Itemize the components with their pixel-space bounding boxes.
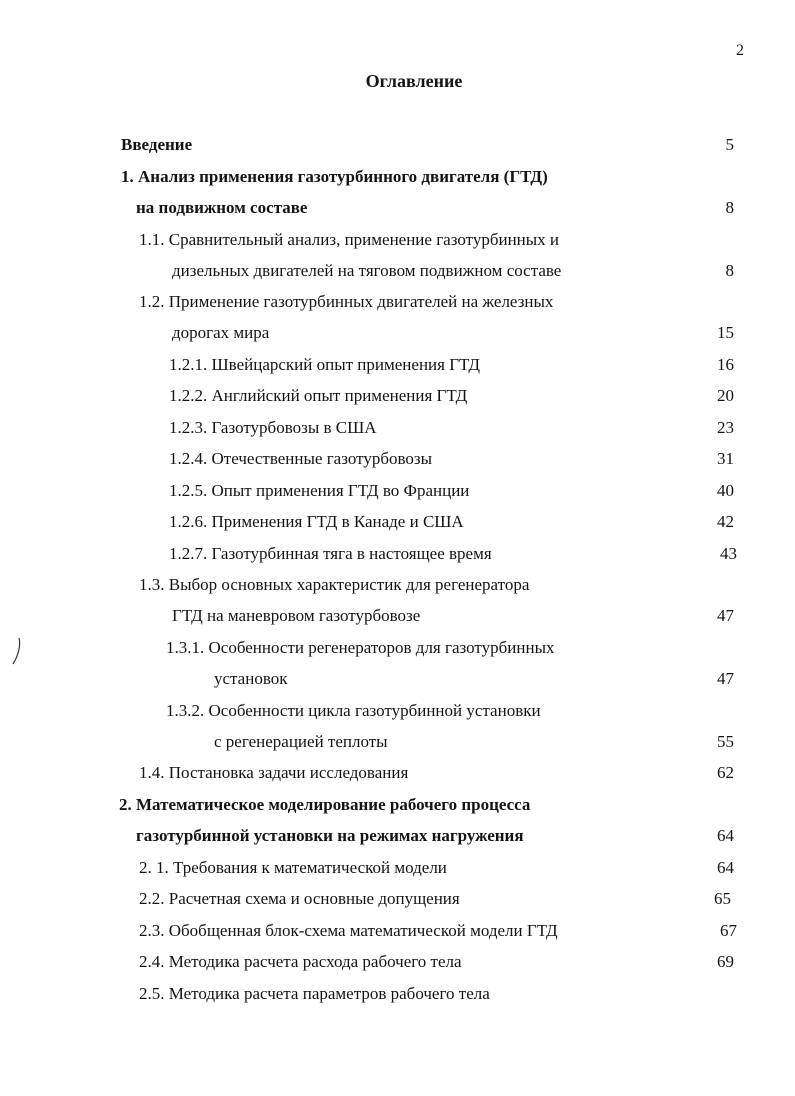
toc-entry-text: на подвижном составе [136,198,308,217]
toc-entry-text: 1.4. Постановка задачи исследования [139,763,409,782]
toc-entry-page: 43 [720,544,737,563]
toc-entry-page: 64 [717,826,734,845]
toc-entry-text: 2.3. Обобщенная блок-схема математической модели ГТД [139,921,558,940]
toc-entry-text: 1.2.3. Газотурбовозы в США [169,418,377,437]
toc-entry-page: 31 [717,449,734,468]
toc-entry-text: 2. 1. Требования к математической модели [139,858,447,877]
toc-entry-page: 42 [717,512,734,531]
toc-entry-text: 1.2.4. Отечественные газотурбовозы [169,449,433,468]
toc-entry-text: газотурбинной установки на режимах нагружения [136,826,524,845]
page-number: 2 [736,42,744,59]
toc-entry-page: 8 [725,261,734,280]
toc-entry-page: 16 [717,355,734,374]
toc-entry-text: дорогах мира [172,323,270,342]
toc-entry-page: 69 [717,952,734,971]
toc-entry-text: 2. Математическое моделирование рабочего процесса [119,795,531,814]
toc-entry-page: 62 [717,763,734,782]
toc-entry-page: 20 [717,386,734,405]
toc-entry-page: 5 [725,135,734,154]
toc-entry-text: 1.3.1. Особенности регенераторов для газотурбинных [166,638,555,657]
toc-entry-text: 1.2.2. Английский опыт применения ГТД [169,386,468,405]
toc-entry-text: 2.5. Методика расчета параметров рабочего тела [139,984,490,1003]
toc-entry-text: 1.2. Применение газотурбинных двигателей на железных [139,292,554,311]
toc-entry-text: 1.1. Сравнительный анализ, применение газотурбинных и [139,230,560,249]
toc-entry-text: 2.4. Методика расчета расхода рабочего тела [139,952,462,971]
toc-entry-page: 64 [717,858,734,877]
toc-entry-text: 1. Анализ применения газотурбинного двигателя (ГТД) [121,167,548,186]
toc-entry-page: 8 [725,198,734,217]
toc-entry-text: 1.3. Выбор основных характеристик для регенератора [139,575,530,594]
toc-entry-text: 1.2.7. Газотурбинная тяга в настоящее время [169,544,492,563]
toc-entry-page: 15 [717,323,734,342]
toc-entry-text: дизельных двигателей на тяговом подвижном составе [172,261,562,280]
toc-entry-page: 47 [717,606,734,625]
toc-entry-text: 1.2.6. Применения ГТД в Канаде и США [169,512,464,531]
toc-entry-page: 40 [717,481,734,500]
toc-entry-page: 67 [720,921,737,940]
toc-entry-text: с регенерацией теплоты [214,732,388,751]
toc-entry-text: установок [214,669,288,688]
toc-entry-text: 1.2.5. Опыт применения ГТД во Франции [169,481,470,500]
toc-entry-text: 1.3.2. Особенности цикла газотурбинной установки [166,701,541,720]
toc-entry-page: 55 [717,732,734,751]
page-title: Оглавление [365,71,463,91]
toc-entry-text: 1.2.1. Швейцарский опыт применения ГТД [169,355,480,374]
toc-entry-page: 65 [714,889,731,908]
toc-entry-text: 2.2. Расчетная схема и основные допущения [139,889,460,908]
toc-entry-page: 23 [717,418,734,437]
toc-entry-text: ГТД на маневровом газотурбовозе [172,606,421,625]
toc-entry-page: 47 [717,669,734,688]
toc-entry-text: Введение [121,135,193,154]
